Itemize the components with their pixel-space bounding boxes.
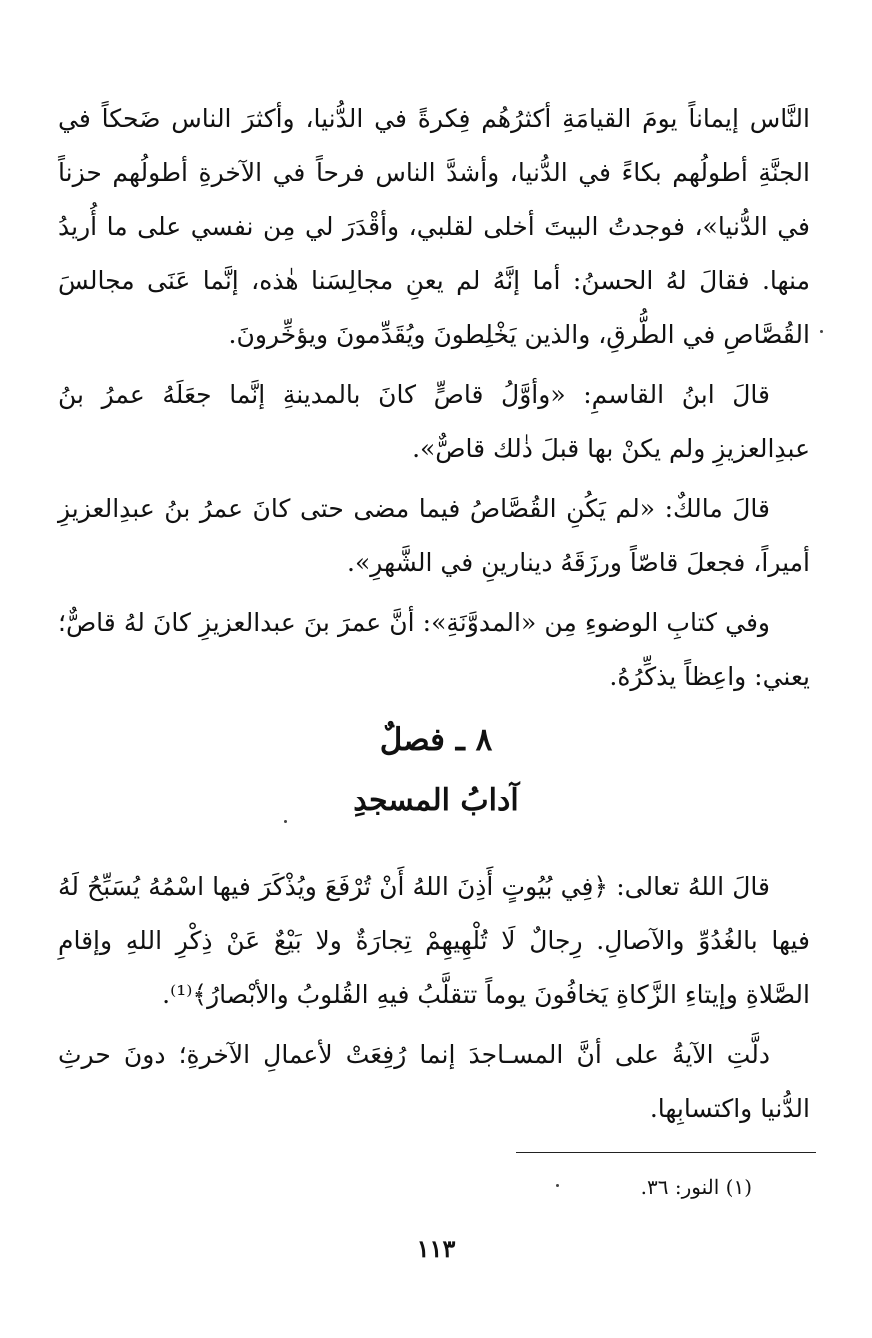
- footnote: (١) النور: ٣٦.: [640, 1175, 752, 1199]
- paragraph: قالَ مالكٌ: «لم يَكُنِ القُصَّاصُ فيما مضى حتى كانَ عمرُ بنُ عبدِالعزيزِ أميراً، فجعلَ قاصّاً ورزَقَهُ دينارينِ في الشَّهرِ».: [58, 494, 810, 577]
- paragraph: دلَّتِ الآيةُ على أنَّ المسـاجدَ إنما رُفِعَتْ لأعمالِ الآخرةِ؛ دونَ حرثِ الدُّنيا واكتسابِها.: [58, 1040, 810, 1123]
- section-number-heading: ٨ ـ فصلٌ: [379, 722, 493, 758]
- scan-speck: [820, 330, 823, 333]
- scan-speck: [284, 820, 287, 823]
- body-text-bottom: [58, 860, 810, 1136]
- section-title-heading: آدابُ المسجدِ: [353, 783, 519, 818]
- paragraph: النَّاس إيماناً يومَ القيامَةِ أكثرُهُم فِكرةً في الدُّنيا، وأكثرَ الناس ضَحكاً في الجنَّةِ أطولُهم بكاءً في الدُّنيا، وأشدَّ الناس فرحاً في الآخرةِ أطولُهم حزناً في الدُّنيا»، فوجدتُ البيتَ أخلى لقلبي، وأقْدَرَ لي مِن نفسي على ما أُريدُ منها. فقالَ لهُ الحسنُ: أما إنَّهُ لم يعنِ مجالِسَنا هٰذه، إنَّما عَنَى مجالسَ القُصَّاصِ في الطُّرقِ، والذين يَخْلِطونَ ويُقَدِّمونَ ويؤخِّرونَ.: [58, 104, 810, 349]
- paragraph: قالَ اللهُ تعالى: ﴿فِي بُيُوتٍ أَذِنَ اللهُ أَنْ تُرْفَعَ ويُذْكَرَ فيها اسْمُهُ يُسَبِّحُ لَهُ فيها بالغُدُوِّ والآصالِ. رِجالٌ لَا تُلْهِيهِمْ تِجارَةٌ ولا بَيْعٌ عَنْ ذِكْرِ اللهِ وإقامِ الصَّلاةِ وإيتاءِ الزَّكاةِ يَخافُونَ يوماً تتقلَّبُ فيهِ القُلوبُ والأبْصارُ﴾⁽¹⁾.: [58, 872, 810, 1009]
- paragraph: وفي كتابِ الوضوءِ مِن «المدوَّنَةِ»: أنَّ عمرَ بنَ عبدالعزيزِ كانَ لهُ قاصٌّ؛ يعني: واعِظاً يذكِّرُهُ.: [58, 608, 810, 691]
- page-number: ١١٣: [416, 1234, 456, 1263]
- body-text-top: [58, 92, 810, 704]
- footnote-separator: [516, 1152, 816, 1153]
- scan-speck: [556, 1184, 559, 1187]
- paragraph: قالَ ابنُ القاسمِ: «وأوَّلُ قاصٍّ كانَ بالمدينةِ إنَّما جعَلَهُ عمرُ بنُ عبدِالعزيزِ ولم يكنْ بها قبلَ ذٰلك قاصٌّ».: [58, 380, 810, 463]
